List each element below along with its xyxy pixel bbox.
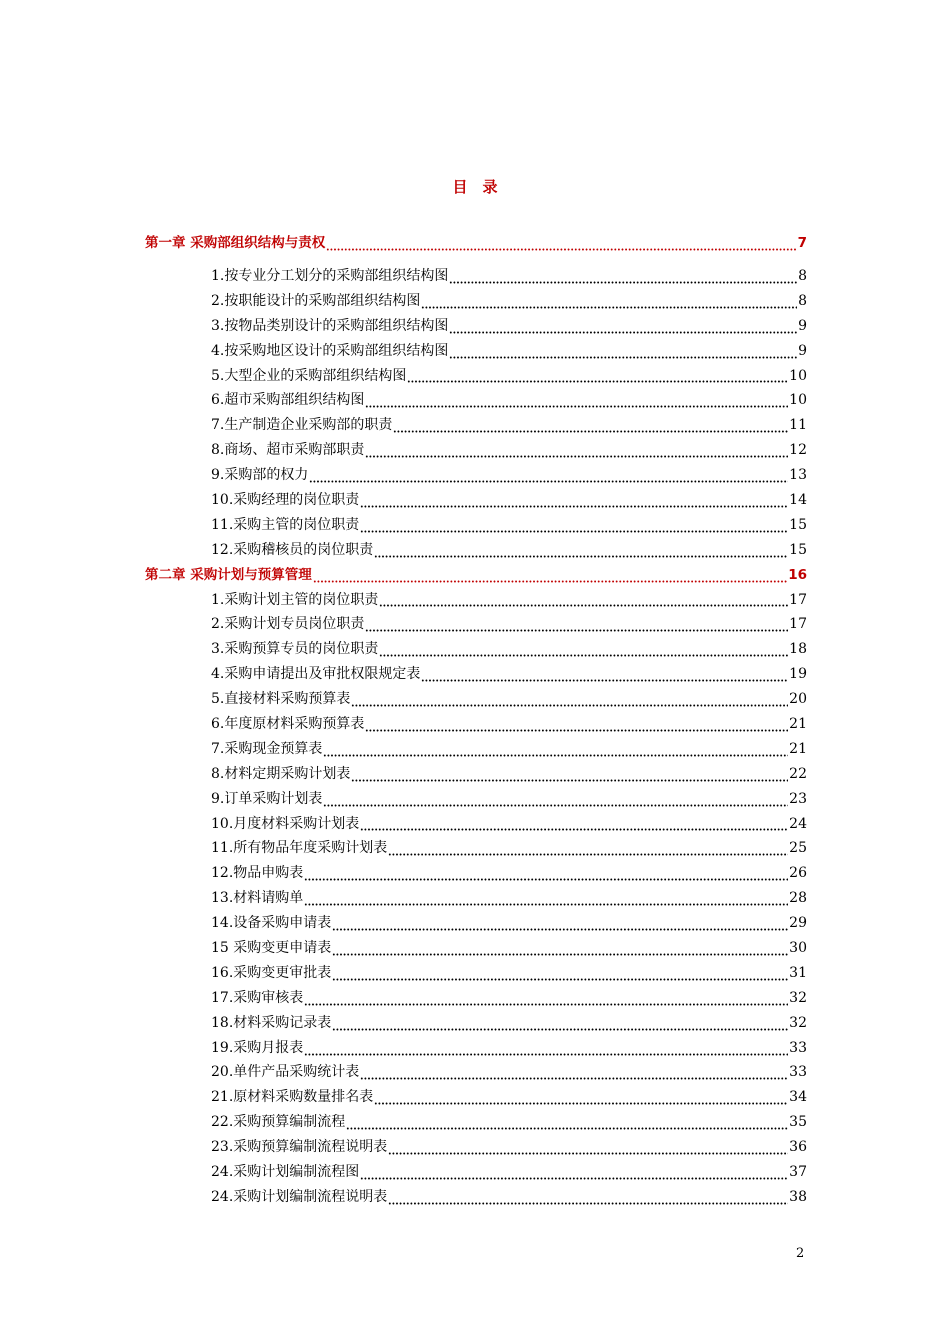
dot-leader — [449, 270, 797, 284]
dot-leader — [360, 1166, 788, 1180]
toc-entry-label: 5.大型企业的采购部组织结构图 — [211, 367, 407, 384]
toc-entry-page-number: 35 — [789, 1114, 807, 1131]
toc-entry-page-number: 19 — [789, 666, 807, 683]
dot-leader — [360, 519, 788, 533]
dot-leader — [304, 892, 788, 906]
dot-leader — [313, 569, 788, 583]
toc-entry-page-number: 22 — [789, 765, 807, 782]
dot-leader — [360, 817, 788, 831]
toc-entry[interactable] — [145, 1185, 807, 1210]
dot-leader — [379, 643, 788, 657]
toc-entry-page-number: 24 — [789, 815, 807, 832]
toc-entry[interactable] — [145, 861, 807, 886]
toc-entry-page-number: 26 — [789, 865, 807, 882]
toc-entry-page-number: 21 — [789, 716, 807, 733]
toc-entry[interactable] — [145, 438, 807, 463]
dot-leader — [365, 394, 788, 408]
toc-entry-page-number: 18 — [789, 641, 807, 658]
toc-chapter-entry[interactable] — [145, 224, 807, 256]
toc-entry[interactable] — [145, 961, 807, 986]
toc-entry-page-number: 9 — [798, 342, 807, 359]
toc-entry-label: 24.采购计划编制流程说明表 — [211, 1188, 388, 1205]
dot-leader — [346, 1116, 788, 1130]
toc-entry-label: 24.采购计划编制流程图 — [211, 1164, 360, 1181]
dot-leader — [323, 743, 788, 757]
toc-title: 目 录 — [452, 178, 498, 196]
toc-entry-page-number: 30 — [789, 940, 807, 957]
toc-entry-label: 15 采购变更申请表 — [211, 940, 332, 957]
dot-leader — [421, 668, 788, 682]
dot-leader — [332, 942, 788, 956]
toc-entry[interactable] — [145, 413, 807, 438]
toc-entry-page-number: 28 — [789, 890, 807, 907]
toc-entry[interactable] — [145, 911, 807, 936]
dot-leader — [379, 593, 788, 607]
toc-entry-label: 13.材料请购单 — [211, 890, 304, 907]
toc-entry[interactable] — [145, 1110, 807, 1135]
toc-entry-page-number: 8 — [798, 267, 807, 284]
toc-entry[interactable] — [145, 936, 807, 961]
dot-leader — [323, 793, 788, 807]
toc-entry-label: 3.采购预算专员的岗位职责 — [211, 641, 379, 658]
toc-entry[interactable] — [145, 588, 807, 613]
dot-leader — [388, 842, 788, 856]
toc-entry[interactable] — [145, 339, 807, 364]
dot-leader — [393, 419, 788, 433]
dot-leader — [365, 618, 788, 632]
toc-entry-label: 16.采购变更审批表 — [211, 964, 332, 981]
toc-entry-page-number: 32 — [789, 1014, 807, 1031]
dot-leader — [332, 917, 788, 931]
toc-chapter-page-number: 7 — [797, 235, 807, 252]
toc-entry[interactable] — [145, 1135, 807, 1160]
toc-entry[interactable] — [145, 612, 807, 637]
toc-entry-label: 22.采购预算编制流程 — [211, 1114, 346, 1131]
dot-leader — [365, 718, 788, 732]
toc-entry-page-number: 11 — [789, 417, 807, 434]
toc-entry[interactable] — [145, 1036, 807, 1061]
toc-entry[interactable] — [145, 513, 807, 538]
toc-entry[interactable] — [145, 264, 807, 289]
toc-entry[interactable] — [145, 488, 807, 513]
toc-entry-page-number: 32 — [789, 989, 807, 1006]
dot-leader — [388, 1141, 788, 1155]
toc-entry-label: 23.采购预算编制流程说明表 — [211, 1139, 388, 1156]
toc-entry-page-number: 25 — [789, 840, 807, 857]
toc-entry-label: 14.设备采购申请表 — [211, 915, 332, 932]
dot-leader — [449, 345, 797, 359]
dot-leader — [407, 369, 788, 383]
toc-entry-page-number: 10 — [789, 392, 807, 409]
toc-entry-page-number: 17 — [789, 591, 807, 608]
dot-leader — [304, 867, 788, 881]
table-of-contents — [145, 224, 807, 1210]
toc-entry-page-number: 14 — [789, 492, 807, 508]
toc-entry-label: 17.采购审核表 — [211, 989, 304, 1006]
dot-leader — [351, 693, 788, 707]
toc-entry-page-number: 37 — [789, 1164, 807, 1181]
dot-leader — [326, 237, 796, 251]
toc-entry[interactable] — [145, 364, 807, 389]
toc-entry[interactable] — [145, 637, 807, 662]
toc-entry[interactable] — [145, 737, 807, 762]
toc-entry-label: 7.生产制造企业采购部的职责 — [211, 417, 393, 434]
toc-entry-label: 21.原材料采购数量排名表 — [211, 1089, 374, 1106]
toc-entry-label: 10.月度材料采购计划表 — [211, 815, 360, 832]
toc-entry[interactable] — [145, 762, 807, 787]
toc-entry[interactable] — [145, 538, 807, 563]
toc-entry[interactable] — [145, 463, 807, 488]
toc-entry-label: 11.采购主管的岗位职责 — [211, 516, 360, 533]
toc-entry-label: 18.材料采购记录表 — [211, 1014, 332, 1031]
toc-entry-page-number: 15 — [789, 541, 807, 558]
dot-leader — [360, 1066, 788, 1080]
toc-entry-page-number: 12 — [789, 442, 807, 459]
toc-chapter-entry[interactable] — [145, 563, 807, 588]
toc-entry[interactable] — [145, 836, 807, 861]
toc-entry[interactable] — [145, 314, 807, 339]
dot-leader — [449, 320, 797, 334]
toc-entry-label: 2.采购计划专员岗位职责 — [211, 616, 365, 633]
toc-entry-label: 19.采购月报表 — [211, 1039, 304, 1056]
toc-entry-page-number: 21 — [789, 740, 807, 757]
toc-entry[interactable] — [145, 886, 807, 911]
toc-entry[interactable] — [145, 388, 807, 413]
toc-entry-label: 9.采购部的权力 — [211, 467, 309, 484]
toc-entry-page-number: 38 — [789, 1188, 807, 1205]
dot-leader — [332, 1017, 788, 1031]
toc-chapter-label: 第一章 采购部组织结构与责权 — [145, 235, 326, 252]
dot-leader — [309, 469, 788, 483]
toc-entry-label: 4.采购申请提出及审批权限规定表 — [211, 666, 421, 683]
toc-entry[interactable] — [145, 687, 807, 712]
toc-entry-label: 8.材料定期采购计划表 — [211, 765, 351, 782]
toc-entry-page-number: 33 — [789, 1064, 807, 1081]
toc-entry-page-number: 13 — [789, 467, 807, 484]
toc-entry[interactable] — [145, 712, 807, 737]
toc-entry-label: 3.按物品类别设计的采购部组织结构图 — [211, 317, 449, 334]
toc-entry-label: 1.按专业分工划分的采购部组织结构图 — [211, 267, 449, 284]
dot-leader — [388, 1191, 788, 1205]
dot-leader — [374, 1091, 788, 1105]
toc-entry-page-number: 8 — [798, 292, 807, 309]
toc-entry-label: 12.采购稽核员的岗位职责 — [211, 541, 374, 558]
toc-entry-page-number: 20 — [789, 691, 807, 708]
toc-entry-label: 6.超市采购部组织结构图 — [211, 392, 365, 409]
dot-leader — [365, 444, 788, 458]
toc-chapter-page-number: 16 — [788, 566, 807, 583]
dot-leader — [304, 1042, 788, 1056]
toc-entry-label: 6.年度原材料采购预算表 — [211, 716, 365, 733]
toc-entry-label: 1.采购计划主管的岗位职责 — [211, 591, 379, 608]
toc-entry-label: 11.所有物品年度采购计划表 — [211, 840, 388, 857]
dot-leader — [304, 992, 788, 1006]
toc-entry[interactable] — [145, 1061, 807, 1086]
toc-entry[interactable] — [145, 662, 807, 687]
toc-entry-label: 20.单件产品采购统计表 — [211, 1064, 360, 1081]
toc-entry-page-number: 29 — [789, 915, 807, 932]
toc-entry-page-number: 31 — [789, 964, 807, 981]
toc-entry-page-number: 33 — [789, 1039, 807, 1056]
toc-entry-label: 8.商场、超市采购部职责 — [211, 442, 365, 459]
dot-leader — [374, 544, 788, 558]
toc-entry-label: 12.物品申购表 — [211, 865, 304, 882]
toc-entry-page-number: 36 — [789, 1139, 807, 1156]
dot-leader — [360, 494, 788, 508]
toc-entry-label: 7.采购现金预算表 — [211, 740, 323, 757]
toc-entry-page-number: 23 — [789, 790, 807, 807]
toc-entry-page-number: 17 — [789, 616, 807, 633]
toc-entry-label: 9.订单采购计划表 — [211, 790, 323, 807]
dot-leader — [332, 967, 788, 981]
toc-entry-page-number: 9 — [798, 317, 807, 334]
toc-entry-page-number: 10 — [789, 367, 807, 384]
toc-entry-label: 10.采购经理的岗位职责 — [211, 492, 360, 508]
toc-entry-label: 2.按职能设计的采购部组织结构图 — [211, 292, 421, 309]
toc-entry-page-number: 15 — [789, 516, 807, 533]
toc-entry[interactable] — [145, 787, 807, 812]
toc-entry[interactable] — [145, 812, 807, 837]
toc-entry[interactable] — [145, 1085, 807, 1110]
dot-leader — [351, 768, 788, 782]
toc-entry-page-number: 34 — [789, 1089, 807, 1106]
toc-entry-label: 5.直接材料采购预算表 — [211, 691, 351, 708]
toc-entry-label: 4.按采购地区设计的采购部组织结构图 — [211, 342, 449, 359]
page-number: 2 — [796, 1246, 805, 1261]
toc-entry[interactable] — [145, 289, 807, 314]
toc-chapter-label: 第二章 采购计划与预算管理 — [145, 566, 312, 583]
toc-entry[interactable] — [145, 1011, 807, 1036]
toc-entry[interactable] — [145, 1160, 807, 1185]
toc-entry[interactable] — [145, 986, 807, 1011]
dot-leader — [421, 295, 797, 309]
